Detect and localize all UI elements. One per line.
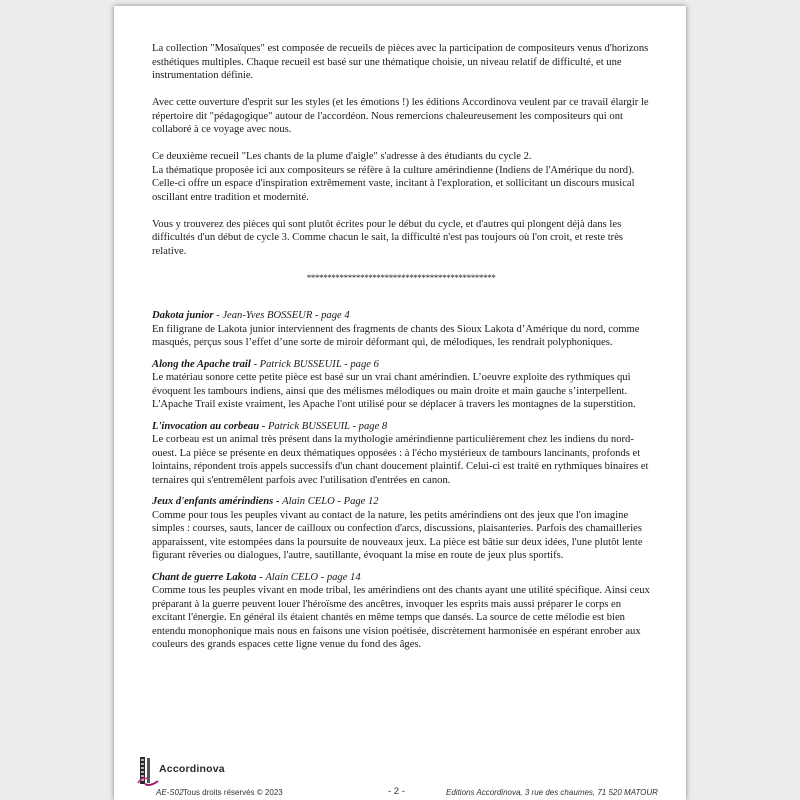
piece-entry [152,571,650,652]
separator-stars: ********************************************** [306,272,496,283]
intro-paragraph: Avec cette ouverture d'esprit sur les styles (et les émotions !) les éditions Accordinova veulent par ce travail élargir le répertoire dit "pédagogique" autour de l'accordéon. Nous remercions chaleureusement les compositeurs qui ont collaboré à ce voyage avec nous. [152,97,649,135]
piece-title: L'invocation au corbeau [152,420,260,432]
piece-author: Alain CELO - page 14 [265,571,361,583]
page-footer [114,754,686,800]
piece-entry [152,495,650,563]
piece-author: Patrick BUSSEUIL - page 6 [259,358,379,370]
piece-heading [152,309,650,323]
piece-description: Le matériau sonore cette petite pièce est basé sur un vrai chant amérindien. L’oeuvre exploite des rythmiques qui évoquent les tambours indiens, ainsi que des mélismes mélodiques ou main droite et main gauche s’interpellent. L'Apache Trail existe vraiment, les Apache l'ont utilisé pour se déplacer à travers les montagnes de la superstition. [152,372,636,410]
intro-section [152,42,650,258]
piece-author: Jean-Yves BOSSEUR - page 4 [222,310,350,321]
piece-description: Le corbeau est un animal très présent dans la mythologie amérindienne particulièrement chez les indiens du nord-ouest. La pièce se présente en deux thématiques opposées : à l'écho mystérieux de tambours lancinants, profonds et lointains, répondent trois appels successifs d'un chant doucement plaintif. Celui-ci est traité en rythmiques binaires et ternaires qui s'entremêlent parfois avec l'utilisation d'entrées en canon. [152,434,649,486]
piece-sep: - [259,420,268,432]
piece-heading [152,358,650,372]
page-content [152,42,650,660]
piece-author: Patrick BUSSEUIL - page 8 [267,420,388,432]
piece-title: Dakota junior [152,310,214,321]
piece-description: Comme tous les peuples vivant en mode tribal, les amérindiens ont des chants ayant une utilité spécifique. Ainsi ceux préparant à la guerre peuvent louer l'héroïsme des ancêtres, invoquer les esprits mais aussi préparer le corps en excitant l'énergie. En général ils étaient chantés en même temps que dansés. La source de cette mélodie est bien entendu monophonique mais nous en faisons une vision poétisée, discrètement harmonisée en espérant enrober aux couleurs des grands espaces cette ligne venue du fond des âges. [152,585,650,650]
piece-heading [152,495,650,509]
footer-address: Editions Accordinova, 3 rue des chaumes, 71 520 MATOUR [446,788,658,797]
piece-title: Chant de guerre Lakota [152,571,257,583]
piece-heading [152,571,650,585]
accordinova-logo [136,754,246,788]
piece-entry [152,420,650,488]
piece-description: En filigrane de Lakota junior interviennent des fragments de chants des Sioux Lakota d’Amérique du nord, comme masqués, perçus sous l’effet d’une sorte de miroir déformant qui, de mélodiques, les rendrait polyphoniques. [152,323,640,348]
page-number: - 2 - [388,786,405,797]
piece-heading [152,420,650,434]
intro-paragraph: La collection "Mosaïques" est composée de recueils de pièces avec la participation de compositeurs venus d'horizons esthétiques multiples. Chaque recueil est basé sur une thématique choisie, un niveau relatif de difficulté, et une instrumentation définie. [152,43,649,81]
piece-entry [152,309,650,350]
piece-sep: - [256,571,266,583]
piece-entry [152,358,650,412]
document-page [114,6,686,800]
intro-paragraph [152,150,650,204]
piece-sep: - [213,310,223,321]
intro-paragraph: Vous y trouverez des pièces qui sont plutôt écrites pour le début du cycle, et d'autres qui plongent déjà dans les difficultés d'un début de cycle 3. Comme chacun le sait, la difficulté n'est pas toujours où l'on croit, et reste très relative. [152,218,624,257]
logo-text: Accordinova [159,763,225,775]
piece-title: Along the Apache trail [152,358,251,370]
piece-description: Comme pour tous les peuples vivant au contact de la nature, les petits amérindiens ont des jeux que l'on imagine simples : courses, sauts, lancer de cailloux ou confection d'arcs, discussions, plaisanteries. Parfois des chamailleries apparaissent, vite estompées dans la poursuite de nouveaux jeux. La pièce est bâtie sur deux idées, l'une plutôt lente figurant rêveries ou dialogues, l'autre, sautillante, évoquant la mise en route de jeux plus sportifs. [152,509,643,561]
footer-code: AE-S02 [156,788,184,797]
piece-sep: - [250,358,260,370]
intro-paragraph-text: Ce deuxième recueil "Les chants de la plume d'aigle" s'adresse à des étudiants du cycle 2. La thématique proposée ici aux compositeurs se réfère à la culture amérindienne (Indiens de l'Amérique du nord). Celle-ci offre un espace d'inspiration extrêmement vaste, incitant à l'exploration, et sollicitant un discours musical oscillant entre tradition et modernité. [152,151,635,203]
piece-sep: - [273,496,283,507]
piece-title: Jeux d'enfants amérindiens [152,496,274,507]
footer-rights: Tous droits réservés © 2023 [183,788,283,797]
piece-author: Alain CELO - Page 12 [282,496,379,507]
